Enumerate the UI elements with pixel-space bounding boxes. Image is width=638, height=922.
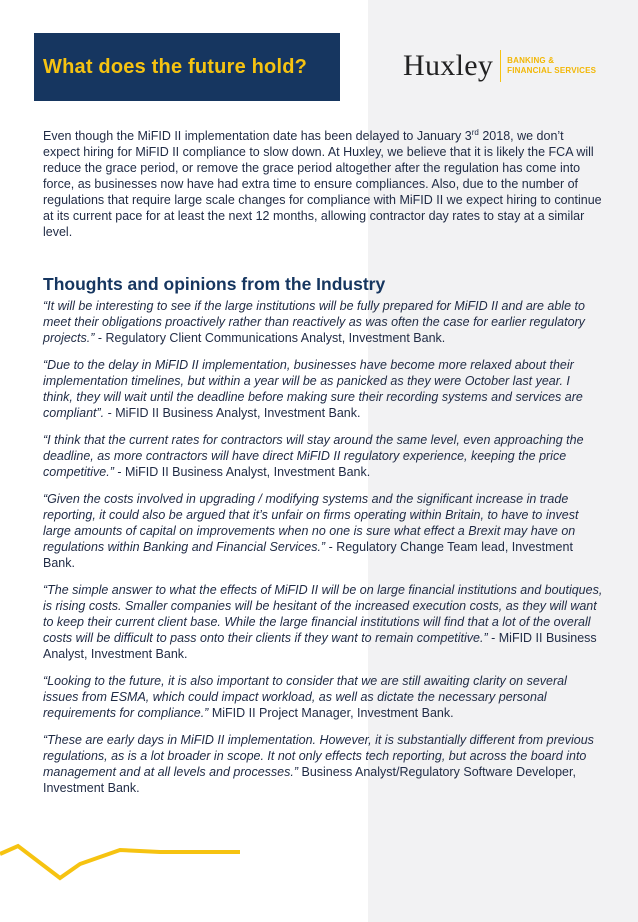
quote-text: “Looking to the future, it is also important to consider that we are still awaiting clarity on several issues from ESMA, which could impact workload, as well as dictate the necessary personal requirements for compliance.”: [43, 674, 567, 720]
quote-paragraph: [43, 582, 603, 662]
quote-text: “These are early days in MiFID II implementation. However, it is substantially different from previous regulations, as is a lot broader in scope. It not only effects tech reporting, but across the board into management and at all levels and processes.”: [43, 733, 594, 779]
quote-paragraph: [43, 732, 603, 796]
quote-paragraph: [43, 298, 603, 346]
quote-text: “The simple answer to what the effects of MiFID II will be on large financial institutions and boutiques, is rising costs. Smaller companies will be hesitant of the increased execution costs, as they will want to keep their current client base. While the large financial institutions will find that a lot of the overall costs will be difficult to pass onto their clients if they want to remain competitive.”: [43, 583, 603, 645]
quote-text: “It will be interesting to see if the large institutions will be fully prepared for MiFID II and are able to meet their obligations proactively rather than reactively as was often the case for earlier regulatory projects.”: [43, 299, 585, 345]
gold-zigzag-decoration: [0, 842, 240, 892]
quote-attribution: - MiFID II Business Analyst, Investment Bank.: [43, 631, 597, 661]
article-body: [43, 128, 603, 807]
quote-attribution: Business Analyst/Regulatory Software Developer, Investment Bank.: [43, 765, 576, 795]
page-title: What does the future hold?: [43, 56, 308, 78]
intro-text-part2: 2018, we don’t expect hiring for MiFID II compliance to slow down. At Huxley, we believe that it is likely the FCA will reduce the grace period, or remove the grace period altogether after the regulation has come into force, as businesses now have had extra time to ensure compliances. Also, due to the number of regulations that require large scale changes for compliance with MiFID II we expect hiring to continue at its current pace for at least the next 12 months, allowing contractor day rates to stay at a similar level.: [43, 129, 602, 239]
quote-paragraph: [43, 673, 603, 721]
quote-attribution: - MiFID II Business Analyst, Investment Bank.: [104, 406, 361, 420]
intro-superscript: rd: [471, 127, 479, 137]
section-heading: Thoughts and opinions from the Industry: [43, 274, 386, 294]
intro-text-part1: Even though the MiFID II implementation date has been delayed to January 3: [43, 129, 472, 143]
quote-paragraph: [43, 357, 603, 421]
quote-attribution: MiFID II Project Manager, Investment Bank.: [208, 706, 454, 720]
quote-text: “Given the costs involved in upgrading / modifying systems and the significant increase in trade reporting, it could also be argued that it’s unfair on firms operating within Britain, to have to invest large amounts of capital on improvements when no one is sure what effect a Brexit may have on regulations within Banking and Financial Services.”: [43, 492, 579, 554]
quote-text: “I think that the current rates for contractors will stay around the same level, even approaching the deadline, as more contractors will have direct MiFID II regulatory experience, keeping the price competitive.”: [43, 433, 584, 479]
intro-paragraph: [43, 128, 603, 240]
logo-subtitle-line1: BANKING &: [507, 56, 555, 65]
logo-wordmark: Huxley: [403, 49, 494, 82]
huxley-logo: [403, 48, 596, 84]
quote-attribution: - Regulatory Client Communications Analyst, Investment Bank.: [94, 331, 446, 345]
quote-attribution: - MiFID II Business Analyst, Investment Bank.: [113, 465, 371, 479]
logo-subtitle-line2: FINANCIAL SERVICES: [507, 66, 597, 75]
quote-paragraph: [43, 491, 603, 571]
quote-text: “Due to the delay in MiFID II implementation, businesses have become more relaxed about their implementation timelines, but within a year will be as panicked as they were October last year. I think, they will wait until the deadline before making sure their recording systems and services are compliant”.: [43, 358, 583, 420]
quote-attribution: - Regulatory Change Team lead, Investment Bank.: [43, 540, 573, 570]
quote-paragraph: [43, 432, 603, 480]
logo-subtitle: [507, 56, 596, 76]
logo-divider: [500, 50, 501, 82]
